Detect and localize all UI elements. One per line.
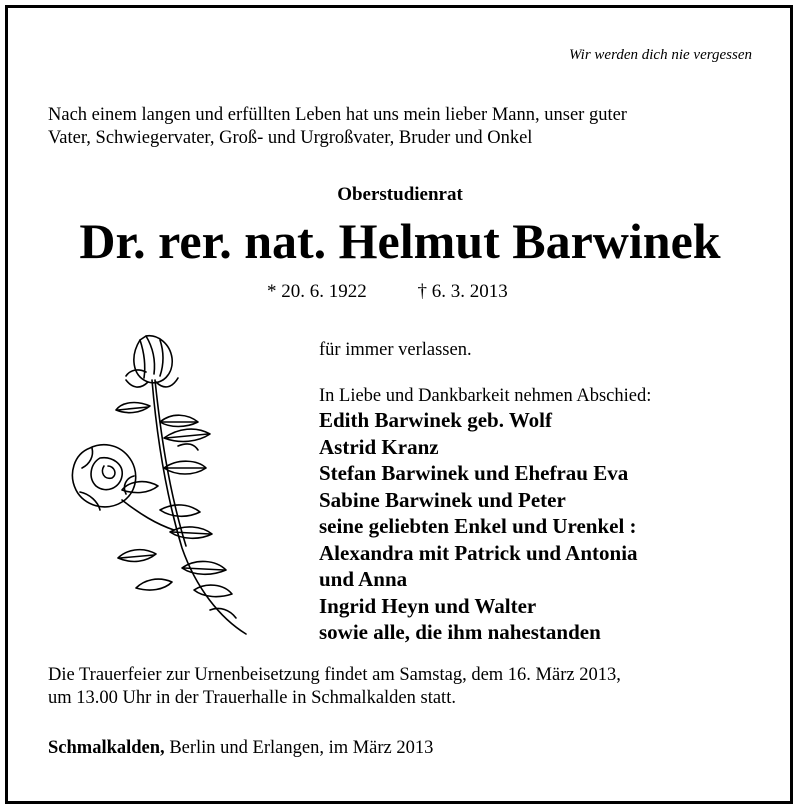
intro-line-2: Vater, Schwiegervater, Groß- und Urgroßvater, Bruder und Onkel	[48, 128, 533, 148]
mourner-item: seine geliebten Enkel und Urenkel :	[319, 514, 637, 538]
place-rest: Berlin und Erlangen, im März 2013	[164, 738, 434, 758]
mourner-item: Alexandra mit Patrick und Antonia	[319, 540, 638, 565]
mourner-item: und Anna	[319, 567, 408, 591]
intro-line-1: Nach einem langen und erfüllten Leben hat uns mein lieber Mann, unser guter	[48, 105, 627, 125]
mourner-item: Edith Barwinek geb. Wolf	[319, 408, 552, 432]
mourner-item: Ingrid Heyn und Walter	[319, 593, 537, 618]
academic-title: Oberstudienrat	[337, 184, 463, 205]
mourner-item: Stefan Barwinek und Ehefrau Eva	[319, 461, 629, 485]
life-dates	[267, 281, 508, 303]
ceremony-line-2: um 13.00 Uhr in der Trauerhalle in Schmalkalden statt.	[48, 688, 456, 708]
ceremony-info	[48, 664, 756, 710]
birth-date: * 20. 6. 1922	[267, 281, 367, 302]
death-date: † 6. 3. 2013	[417, 281, 508, 302]
farewell-intro: In Liebe und Dankbarkeit nehmen Abschied:	[319, 386, 652, 406]
ceremony-line-1: Die Trauerfeier zur Urnenbeisetzung findet am Samstag, dem 16. März 2013,	[48, 665, 621, 685]
mourner-item: Astrid Kranz	[319, 434, 439, 459]
motto: Wir werden dich nie vergessen	[568, 47, 752, 63]
deceased-name: Dr. rer. nat. Helmut Barwinek	[79, 213, 721, 269]
mourners-list	[319, 407, 651, 646]
roses-illustration-icon	[60, 318, 260, 638]
place-date-line	[48, 738, 433, 759]
place-city: Schmalkalden,	[48, 738, 165, 758]
mourners-section	[319, 339, 651, 646]
mourner-item: sowie alle, die ihm nahestanden	[319, 620, 601, 644]
intro-text	[48, 104, 756, 150]
verlassen-text: für immer verlassen.	[319, 340, 472, 360]
mourner-item: Sabine Barwinek und Peter	[319, 487, 566, 512]
